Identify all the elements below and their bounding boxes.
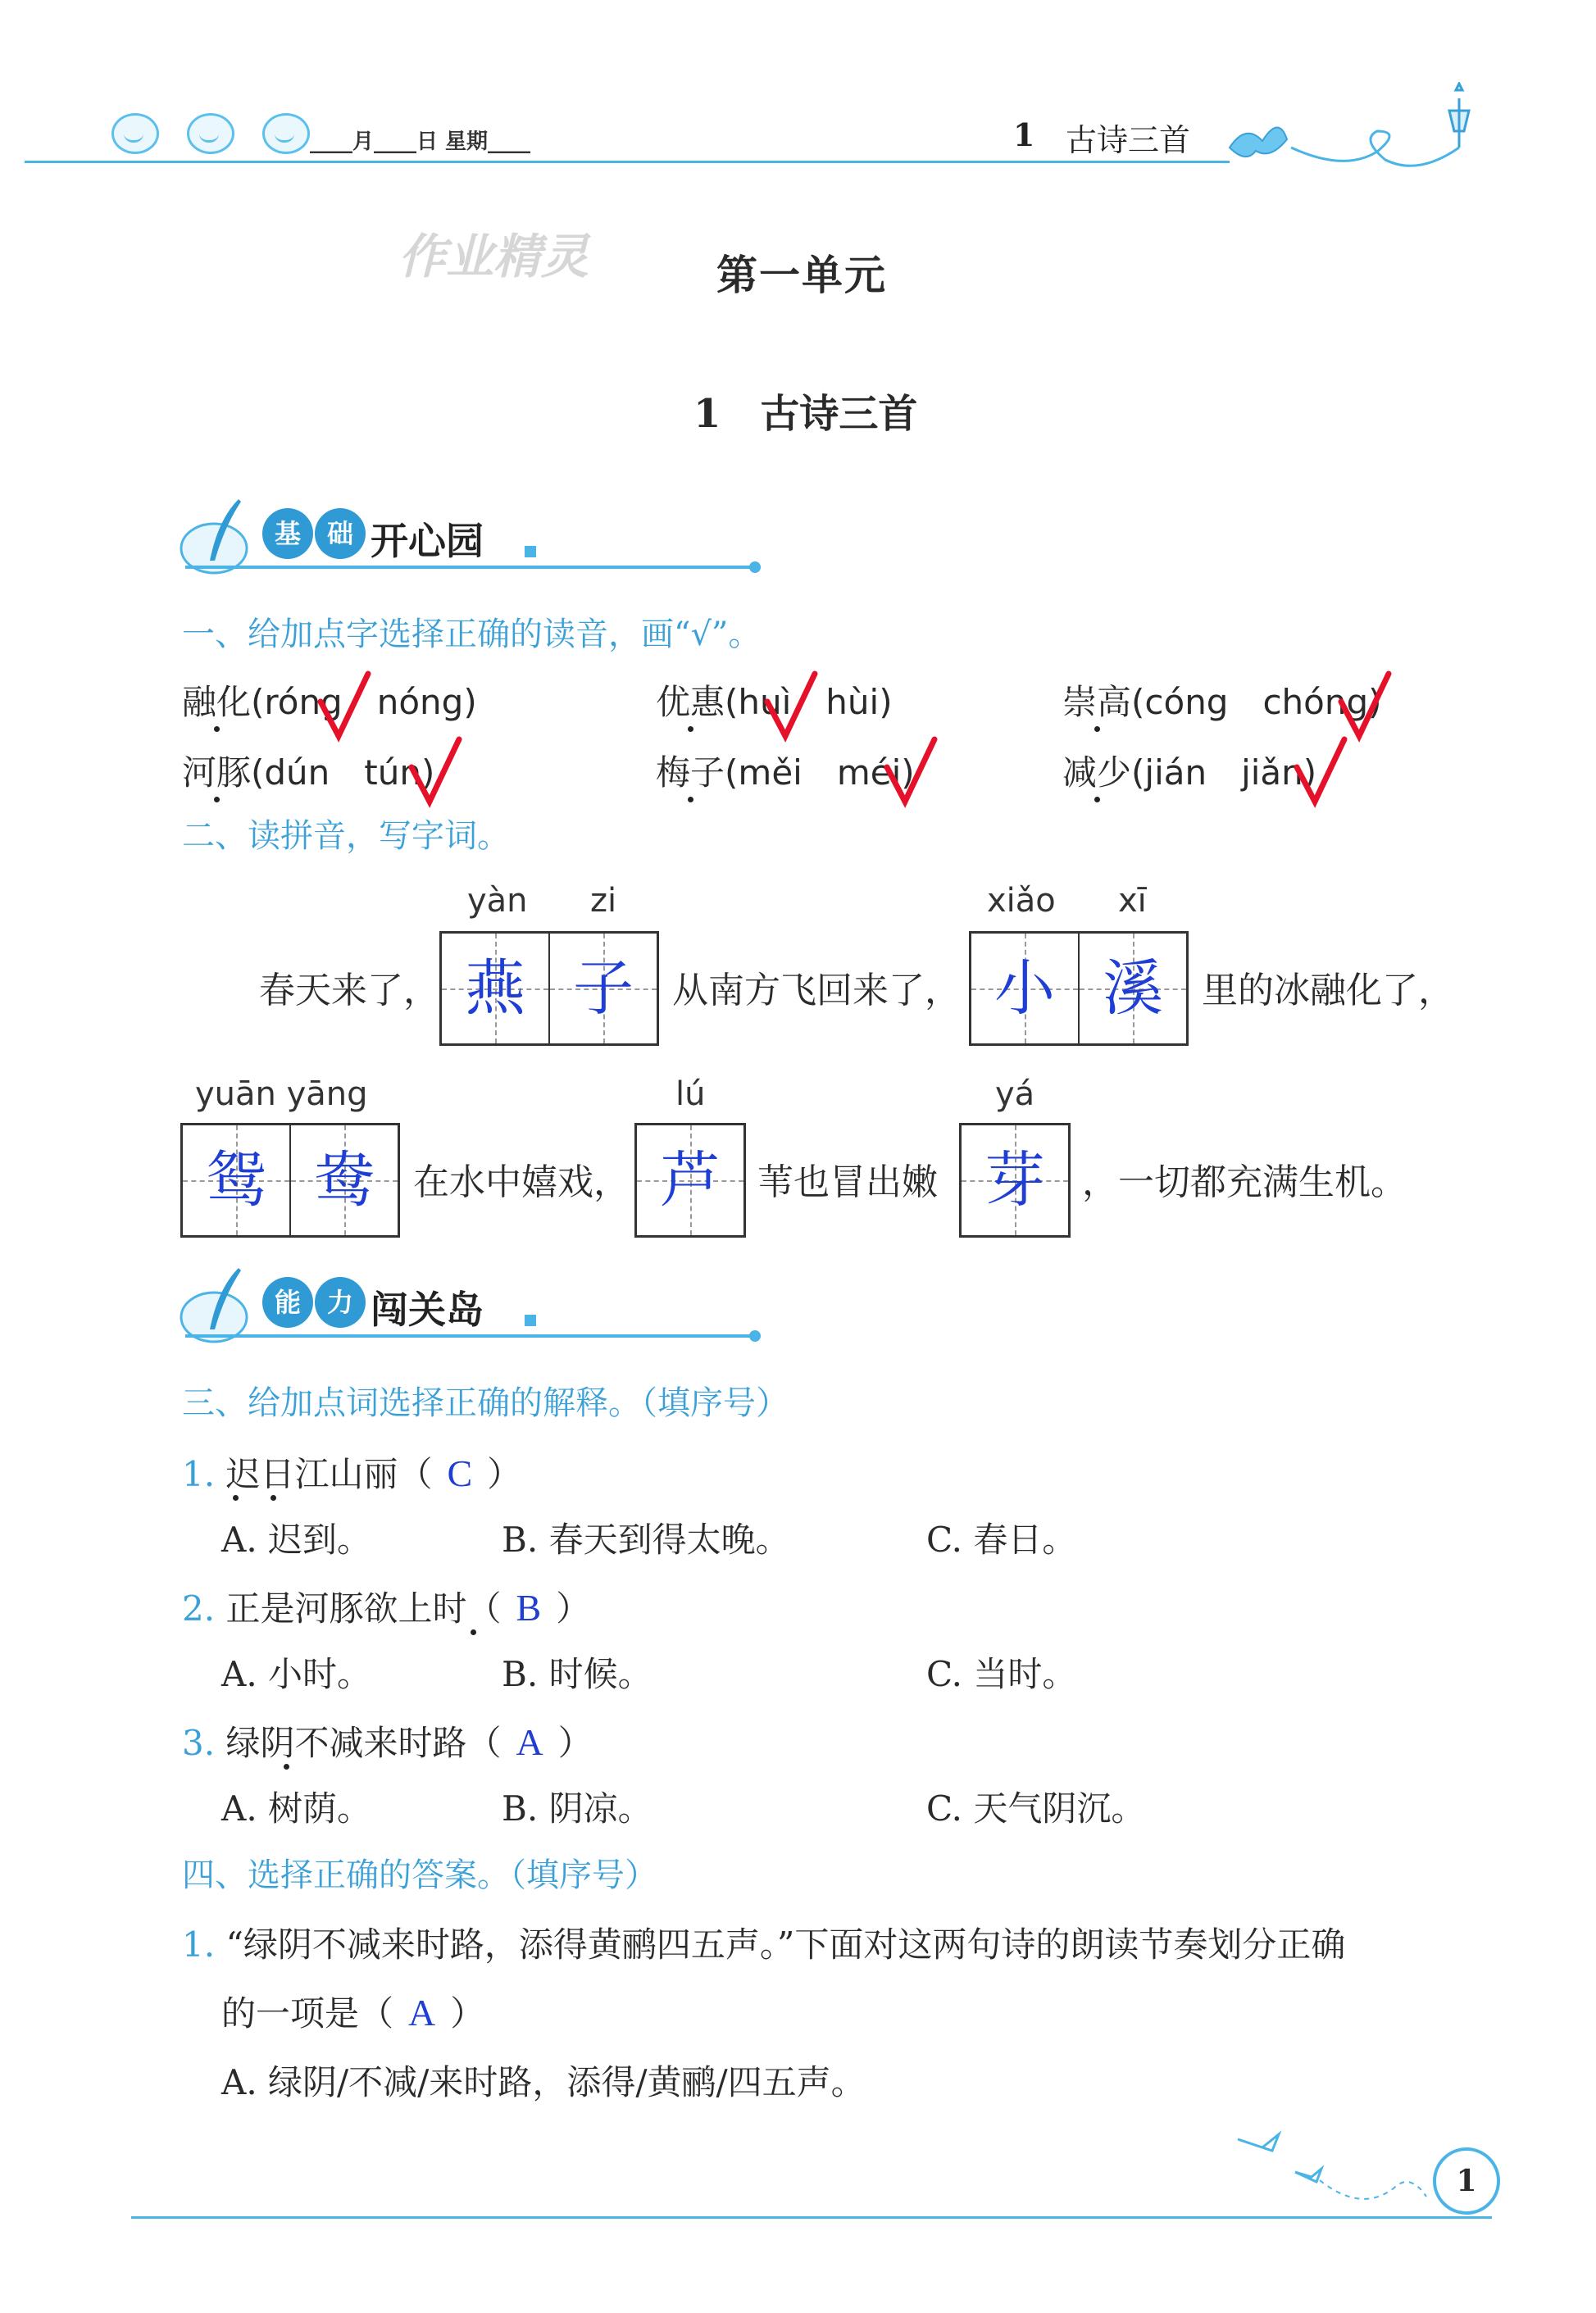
q3-option-2a: A. 小时。 [221, 1654, 372, 1694]
sentence2-b: 苇也冒出嫩 [757, 1161, 938, 1203]
check-mark-icon-4 [407, 734, 464, 808]
bird-trail-decoration-icon [1230, 2123, 1435, 2213]
answer-box-3 [180, 1123, 400, 1238]
q3-item-1: 1. 迟日江山丽（ C ） [182, 1452, 522, 1494]
q3-option-2b: B. 时候。 [502, 1654, 652, 1694]
quill-icon-1 [177, 495, 251, 577]
q3-option-1c: C. 春日。 [926, 1520, 1077, 1560]
q1-item-6: 减少(jián jiǎn) [1062, 752, 1317, 793]
section1-rule-dot [749, 561, 761, 573]
banner-square-2 [525, 1315, 536, 1326]
q3-option-3c: C. 天气阴沉。 [926, 1788, 1146, 1829]
answer-cell-2a: 小 [971, 934, 1078, 1043]
q1-item-3: 崇高(cóng chóng) [1062, 682, 1382, 722]
smiley-icon-3 [262, 113, 310, 154]
answer-cell-3a: 鸳 [183, 1125, 289, 1235]
page-number: 1 [1433, 2147, 1500, 2215]
section2-label: 闯关岛 [371, 1288, 484, 1332]
answer-cell-1b: 子 [548, 934, 657, 1043]
q3-option-2c: C. 当时。 [926, 1654, 1077, 1694]
q4-title: 四、选择正确的答案。（填序号） [182, 1856, 657, 1894]
header-lesson-number: 1 [1013, 116, 1035, 153]
q1-item-5: 梅子(měi méi) [656, 752, 915, 793]
q3-option-1b: B. 春天到得太晚。 [502, 1520, 790, 1560]
q1-item-2: 优惠(huì hùi) [656, 682, 893, 722]
answer-box-4 [634, 1123, 746, 1238]
answer-cell-2b: 溪 [1078, 934, 1186, 1043]
section2-rule-dot [749, 1330, 761, 1342]
banner-pill-2: 础 [315, 508, 366, 559]
answer-cell-3b: 鸯 [289, 1125, 398, 1235]
pinyin-1b: zi [590, 882, 617, 920]
section1-label: 开心园 [371, 519, 484, 563]
sentence1-post: 里的冰融化了， [1202, 970, 1454, 1011]
q3-option-3a: A. 树荫。 [221, 1788, 372, 1829]
check-mark-icon-1 [316, 669, 373, 743]
emphasis-dot [471, 1629, 476, 1635]
answer-box-5 [959, 1123, 1071, 1238]
banner-pill-3: 能 [262, 1277, 313, 1328]
emphasis-dot [271, 1495, 276, 1501]
header-lesson-name: 古诗三首 [1066, 122, 1191, 158]
section2-rule [185, 1334, 754, 1338]
q3-title: 三、给加点词选择正确的解释。（填序号） [182, 1384, 789, 1422]
pinyin-3: yuān yāng [195, 1075, 368, 1113]
footer-rule [131, 2216, 1492, 2219]
sentence1-pre: 春天来了， [259, 970, 439, 1011]
answer-box-1 [439, 931, 659, 1046]
butterfly-lamp-decoration-icon [1213, 82, 1492, 172]
emphasis-dot [284, 1764, 289, 1770]
emphasis-dot [233, 1495, 239, 1501]
answer-box-2 [969, 931, 1189, 1046]
sentence2-a: 在水中嬉戏， [413, 1161, 630, 1203]
smiley-icon-1 [111, 113, 159, 154]
header-rule [25, 161, 1230, 163]
date-field: ____月____日 星期____ [310, 130, 531, 154]
q3-item-3: 3. 绿阴不减来时路（ A ） [182, 1721, 593, 1763]
banner-pill-4: 力 [315, 1277, 366, 1328]
sentence2-c: ，一切都充满生机。 [1082, 1161, 1407, 1203]
quill-icon-2 [177, 1264, 251, 1346]
q3-option-3b: B. 阴凉。 [502, 1788, 652, 1829]
check-mark-icon-5 [882, 734, 939, 808]
banner-pill-1: 基 [262, 508, 313, 559]
pinyin-4: lú [675, 1075, 706, 1113]
q1-title: 一、给加点字选择正确的读音，画“√”。 [182, 616, 762, 653]
banner-square [525, 546, 536, 557]
pinyin-5: yá [995, 1075, 1035, 1113]
check-mark-icon-2 [762, 669, 820, 743]
smiley-icon-2 [187, 113, 234, 154]
q4-option-a: A. 绿阴/不减/来时路，添得/黄鹂/四五声。 [221, 2062, 866, 2102]
q4-item-1-line1: 1. “绿阴不减来时路，添得黄鹂四五声。”下面对这两句诗的朗读节奏划分正确 [182, 1924, 1346, 1965]
pinyin-2a: xiǎo [987, 882, 1056, 920]
unit-title: 第一单元 [716, 252, 887, 299]
watermark: 作业精灵 [398, 229, 589, 284]
q2-title: 二、读拼音，写字词。 [182, 817, 510, 855]
q1-item-1: 融化(róng nóng) [182, 682, 477, 722]
answer-cell-1a: 燕 [442, 934, 548, 1043]
q4-item-1-line2: 的一项是（ A ） [221, 1992, 485, 2034]
check-mark-icon-6 [1292, 734, 1349, 808]
pinyin-2b: xī [1118, 882, 1147, 920]
answer-cell-5: 芽 [962, 1125, 1068, 1235]
check-mark-icon-3 [1336, 669, 1394, 743]
section1-rule [185, 566, 754, 569]
lesson-title: 1 古诗三首 [693, 391, 918, 437]
q1-item-4: 河豚(dún tún) [182, 752, 435, 793]
q3-option-1a: A. 迟到。 [221, 1520, 372, 1560]
sentence1-mid: 从南方飞回来了， [672, 970, 961, 1011]
pinyin-1a: yàn [467, 882, 528, 920]
q3-item-2: 2. 正是河豚欲上时（ B ） [182, 1587, 591, 1629]
answer-cell-4: 芦 [637, 1125, 743, 1235]
